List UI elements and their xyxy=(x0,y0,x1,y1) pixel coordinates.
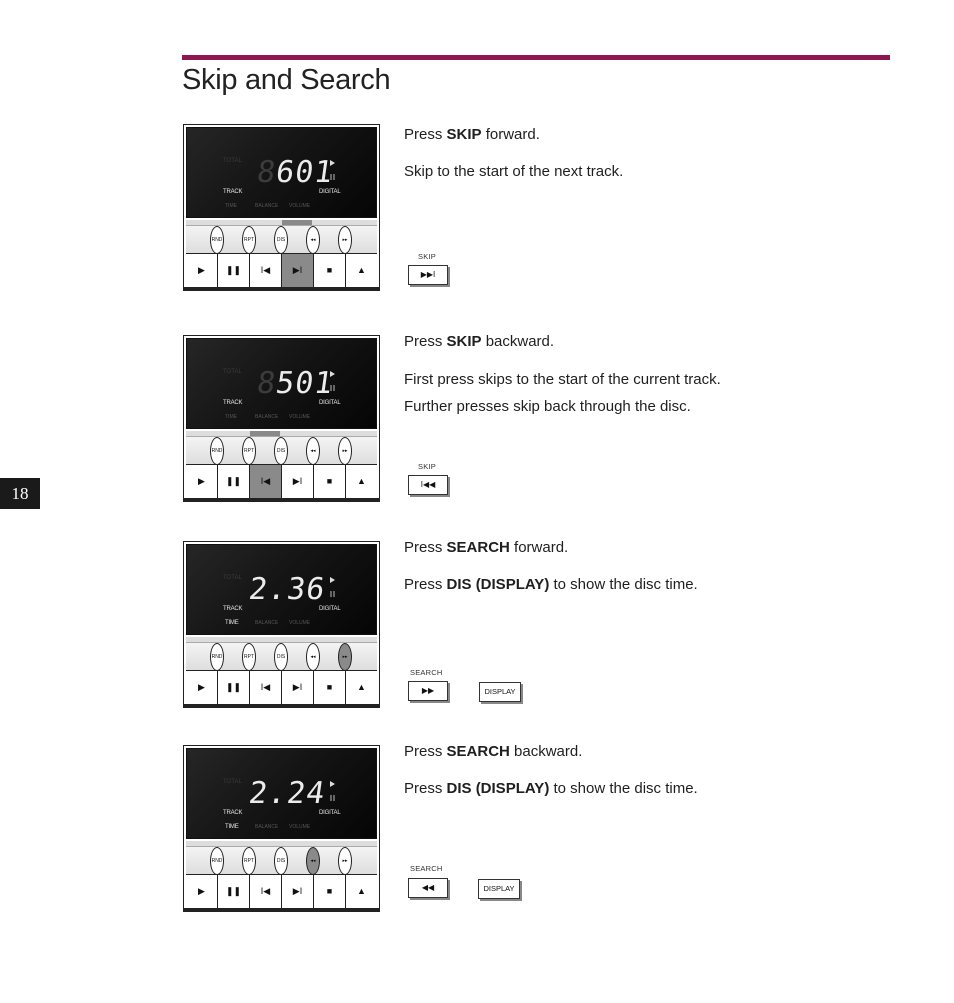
track-label: TRACK xyxy=(223,400,243,406)
rnd-button[interactable]: RND xyxy=(210,847,224,875)
search-back-key-icon: ◀◀ xyxy=(408,878,448,898)
pause-indicator-icon xyxy=(330,591,335,597)
stop-button[interactable]: ■ xyxy=(314,465,346,498)
function-buttons xyxy=(186,846,377,876)
section-skip-backward xyxy=(0,335,954,505)
instruction-line: Press DIS (DISPLAY) to show the disc time. xyxy=(404,576,698,593)
section-search-backward xyxy=(0,745,954,915)
stop-button[interactable]: ■ xyxy=(314,254,346,287)
device-panel xyxy=(183,541,380,708)
play-indicator-icon xyxy=(330,781,335,787)
skip-forward-button[interactable]: ▶I xyxy=(282,875,314,908)
track-label: TRACK xyxy=(223,606,243,612)
skip-back-button[interactable]: I◀ xyxy=(250,671,282,704)
search-back-button[interactable]: ◂◂ xyxy=(306,643,320,671)
track-label: TRACK xyxy=(223,810,243,816)
display-screen: TOTAL TRACK DIGITAL TIME BALANCE VOLUME 2.36 xyxy=(186,544,377,635)
digital-label: DIGITAL xyxy=(319,810,341,816)
pause-indicator-icon xyxy=(330,385,335,391)
eject-button[interactable]: ▲ xyxy=(346,465,377,498)
eject-button[interactable]: ▲ xyxy=(346,875,377,908)
instruction-line: First press skips to the start of the current track. xyxy=(404,371,721,388)
page-number: 18 xyxy=(0,478,40,509)
play-button[interactable]: ▶ xyxy=(186,465,218,498)
skip-forward-button[interactable]: ▶I xyxy=(282,465,314,498)
pause-button[interactable]: ❚❚ xyxy=(218,875,250,908)
function-buttons xyxy=(186,436,377,466)
search-forward-button[interactable]: ▸▸ xyxy=(338,643,352,671)
rnd-button[interactable]: RND xyxy=(210,437,224,465)
digital-label: DIGITAL xyxy=(319,400,341,406)
play-button[interactable]: ▶ xyxy=(186,671,218,704)
pause-button[interactable]: ❚❚ xyxy=(218,671,250,704)
play-indicator-icon xyxy=(330,577,335,583)
instruction-line: Further presses skip back through the disc. xyxy=(404,398,691,415)
section-search-forward xyxy=(0,541,954,711)
header-rule xyxy=(182,55,890,60)
skip-forward-button[interactable]: ▶I xyxy=(282,671,314,704)
display-screen: TOTAL TRACK DIGITAL TIME BALANCE VOLUME 8501 xyxy=(186,338,377,429)
search-back-button[interactable]: ◂◂ xyxy=(306,226,320,254)
pause-indicator-icon xyxy=(330,795,335,801)
skip-back-button[interactable]: I◀ xyxy=(250,875,282,908)
display-readout: 8601 xyxy=(254,155,336,190)
search-forward-button[interactable]: ▸▸ xyxy=(338,847,352,875)
key-caption: SEARCH xyxy=(410,864,443,873)
search-forward-button[interactable]: ▸▸ xyxy=(338,437,352,465)
time-label: TIME xyxy=(225,824,239,830)
search-forward-button[interactable]: ▸▸ xyxy=(338,226,352,254)
play-button[interactable]: ▶ xyxy=(186,254,218,287)
skip-back-key-icon: I◀◀ xyxy=(408,475,448,495)
stop-button[interactable]: ■ xyxy=(314,875,346,908)
search-back-button[interactable]: ◂◂ xyxy=(306,847,320,875)
rpt-button[interactable]: RPT xyxy=(242,847,256,875)
instruction-line: Press SEARCH backward. xyxy=(404,743,583,760)
skip-back-button[interactable]: I◀ xyxy=(250,465,282,498)
dis-button[interactable]: DIS xyxy=(274,643,288,671)
instruction-line: Press SKIP forward. xyxy=(404,126,540,143)
play-indicator-icon xyxy=(330,160,335,166)
pause-button[interactable]: ❚❚ xyxy=(218,465,250,498)
stop-button[interactable]: ■ xyxy=(314,671,346,704)
digital-label: DIGITAL xyxy=(319,606,341,612)
rnd-button[interactable]: RND xyxy=(210,643,224,671)
key-caption: SEARCH xyxy=(410,668,443,677)
play-indicator-icon xyxy=(330,371,335,377)
page-title: Skip and Search xyxy=(182,64,391,96)
display-screen: TOTAL TRACK DIGITAL TIME BALANCE VOLUME 8601 xyxy=(186,127,377,218)
search-back-button[interactable]: ◂◂ xyxy=(306,437,320,465)
rpt-button[interactable]: RPT xyxy=(242,643,256,671)
display-key-icon: DISPLAY xyxy=(479,682,521,702)
skip-back-button[interactable]: I◀ xyxy=(250,254,282,287)
transport-keys xyxy=(186,253,377,287)
skip-forward-button[interactable]: ▶I xyxy=(282,254,314,287)
key-caption: SKIP xyxy=(418,252,436,261)
transport-keys xyxy=(186,464,377,498)
rnd-button[interactable]: RND xyxy=(210,226,224,254)
instruction-line: Press SEARCH forward. xyxy=(404,539,569,556)
display-key-icon: DISPLAY xyxy=(478,879,520,899)
display-screen: TOTAL TRACK DIGITAL TIME BALANCE VOLUME 2.24 xyxy=(186,748,377,839)
section-skip-forward xyxy=(0,124,954,294)
instruction-line: Skip to the start of the next track. xyxy=(404,163,624,180)
display-readout: 8501 xyxy=(254,366,336,401)
rpt-button[interactable]: RPT xyxy=(242,437,256,465)
search-forward-key-icon: ▶▶ xyxy=(408,681,448,701)
time-label: TIME xyxy=(225,620,239,626)
device-panel xyxy=(183,335,380,502)
transport-keys xyxy=(186,874,377,908)
dis-button[interactable]: DIS xyxy=(274,437,288,465)
function-buttons xyxy=(186,642,377,672)
digital-label: DIGITAL xyxy=(319,189,341,195)
dis-button[interactable]: DIS xyxy=(274,226,288,254)
display-readout: 2.36 xyxy=(246,572,328,607)
function-buttons xyxy=(186,225,377,255)
eject-button[interactable]: ▲ xyxy=(346,254,377,287)
eject-button[interactable]: ▲ xyxy=(346,671,377,704)
display-readout: 2.24 xyxy=(246,776,328,811)
key-caption: SKIP xyxy=(418,462,436,471)
device-panel xyxy=(183,124,380,291)
instruction-line: Press DIS (DISPLAY) to show the disc time. xyxy=(404,780,698,797)
device-panel xyxy=(183,745,380,912)
instruction-line: Press SKIP backward. xyxy=(404,333,555,350)
pause-indicator-icon xyxy=(330,174,335,180)
pause-button[interactable]: ❚❚ xyxy=(218,254,250,287)
transport-keys xyxy=(186,670,377,704)
track-label: TRACK xyxy=(223,189,243,195)
rpt-button[interactable]: RPT xyxy=(242,226,256,254)
dis-button[interactable]: DIS xyxy=(274,847,288,875)
skip-forward-key-icon: ▶▶I xyxy=(408,265,448,285)
play-button[interactable]: ▶ xyxy=(186,875,218,908)
